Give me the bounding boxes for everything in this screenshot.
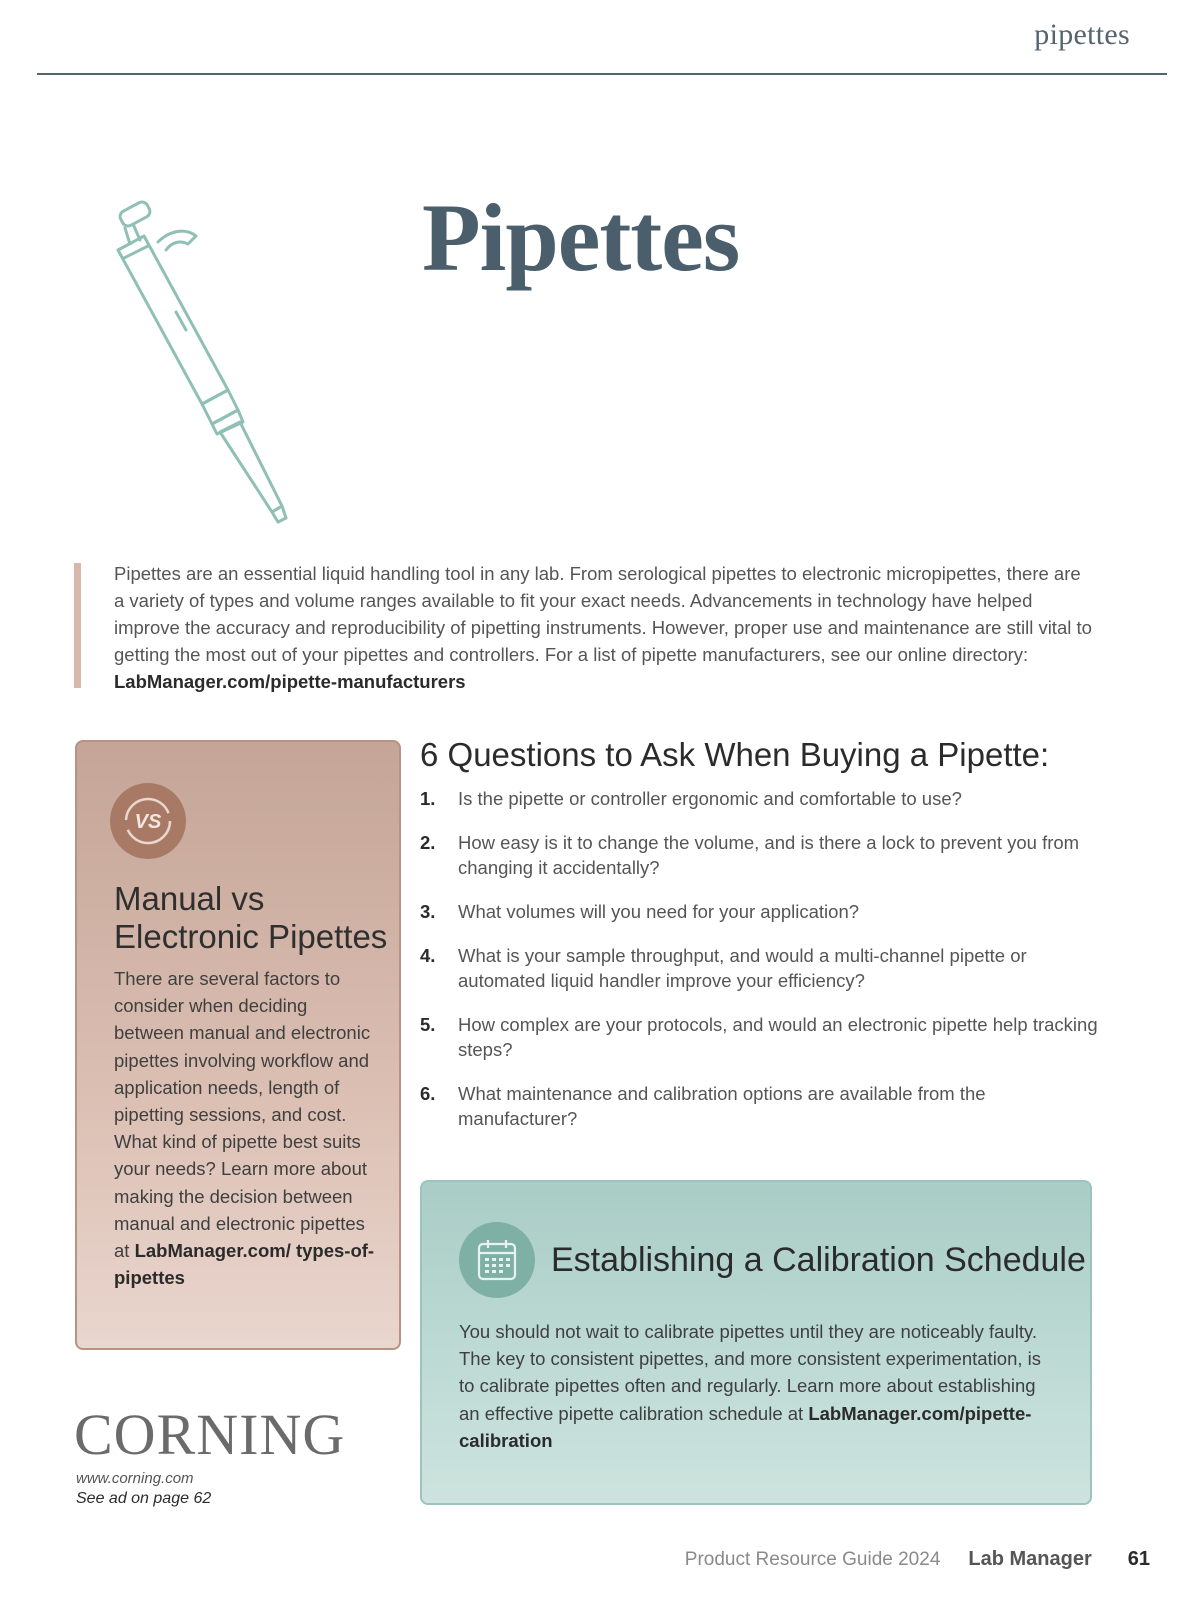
question-number: 4. — [420, 945, 436, 966]
vs-box-body: There are several factors to consider when deciding between manual and electronic pipettes involving workflow and application needs, length of pipetting sessions, and cost. What kind of pipette best suits your needs? Learn more about making the decision between manual and electronic pipettes at — [114, 968, 371, 1262]
types-of-pipettes-link[interactable]: LabManager.com/ types-of-pipettes — [114, 1240, 375, 1289]
question-text: What maintenance and calibration options are available from the manufacturer? — [458, 1083, 986, 1129]
sponsor-url[interactable]: www.corning.com — [76, 1470, 194, 1487]
vs-title-line1: Manual vs — [114, 880, 265, 917]
list-item — [420, 943, 1100, 993]
list-item — [420, 899, 1100, 924]
intro-paragraph — [114, 560, 1094, 695]
calibration-title: Establishing a Calibration Schedule — [551, 1241, 1086, 1279]
page-number: 61 — [1127, 1548, 1150, 1570]
manufacturers-link[interactable]: LabManager.com/pipette-manufacturers — [114, 671, 466, 692]
question-text: What is your sample throughput, and would a multi-channel pipette or automated liquid handler improve your efficiency? — [458, 945, 1027, 991]
sponsor-ad-note: See ad on page 62 — [76, 1490, 212, 1507]
list-item — [420, 830, 1100, 880]
list-item — [420, 1012, 1100, 1062]
calibration-body: You should not wait to calibrate pipettes until they are noticeably faulty. The key to consistent pipettes, and more consistent experimentation, is to calibrate pipettes often and regularly. Learn more about establishing an effective pipette calibration schedule at — [459, 1321, 1042, 1424]
vs-title-line2: Electronic Pipettes — [114, 918, 388, 955]
question-number: 6. — [420, 1083, 436, 1104]
list-item — [420, 1081, 1100, 1131]
section-tag: pipettes — [1034, 18, 1130, 51]
page-title: Pipettes — [422, 184, 740, 291]
vs-icon-label: VS — [134, 811, 162, 833]
question-number: 5. — [420, 1014, 436, 1035]
footer-brand: Lab Manager — [968, 1548, 1092, 1570]
intro-accent-bar — [74, 563, 81, 688]
page-footer — [685, 1548, 1150, 1571]
questions-list — [420, 786, 1100, 1131]
corning-logo: CORNING — [74, 1402, 346, 1467]
questions-heading: 6 Questions to Ask When Buying a Pipette: — [420, 736, 1050, 773]
vs-box-text — [114, 965, 376, 1291]
intro-text: Pipettes are an essential liquid handling tool in any lab. From serological pipettes to electronic micropipettes, there are a variety of types and volume ranges available to fit your exact needs. Advancements in technology have helped improve the accuracy and reproducibility of pipetting instruments. However, proper use and maintenance are still vital to getting the most out of your pipettes and controllers. For a list of pipette manufacturers, see our online directory: — [114, 563, 1092, 665]
question-number: 3. — [420, 901, 436, 922]
question-number: 2. — [420, 832, 436, 853]
question-text: What volumes will you need for your application? — [458, 901, 860, 922]
question-text: How easy is it to change the volume, and is there a lock to prevent you from changing it accidentally? — [458, 832, 1080, 878]
vs-box-title — [114, 880, 394, 956]
footer-guide-title: Product Resource Guide 2024 — [684, 1549, 941, 1570]
vs-icon — [110, 783, 186, 859]
calendar-icon — [459, 1222, 535, 1298]
question-text: How complex are your protocols, and would an electronic pipette help tracking steps? — [458, 1014, 1098, 1060]
header-rule — [37, 73, 1167, 75]
question-text: Is the pipette or controller ergonomic and comfortable to use? — [458, 788, 962, 809]
pipette-calibration-link[interactable]: LabManager.com/pipette-calibration — [459, 1402, 1032, 1451]
question-number: 1. — [420, 788, 436, 809]
list-item — [420, 786, 1100, 811]
calibration-text — [459, 1318, 1059, 1454]
pipette-illustration-icon — [100, 200, 310, 530]
